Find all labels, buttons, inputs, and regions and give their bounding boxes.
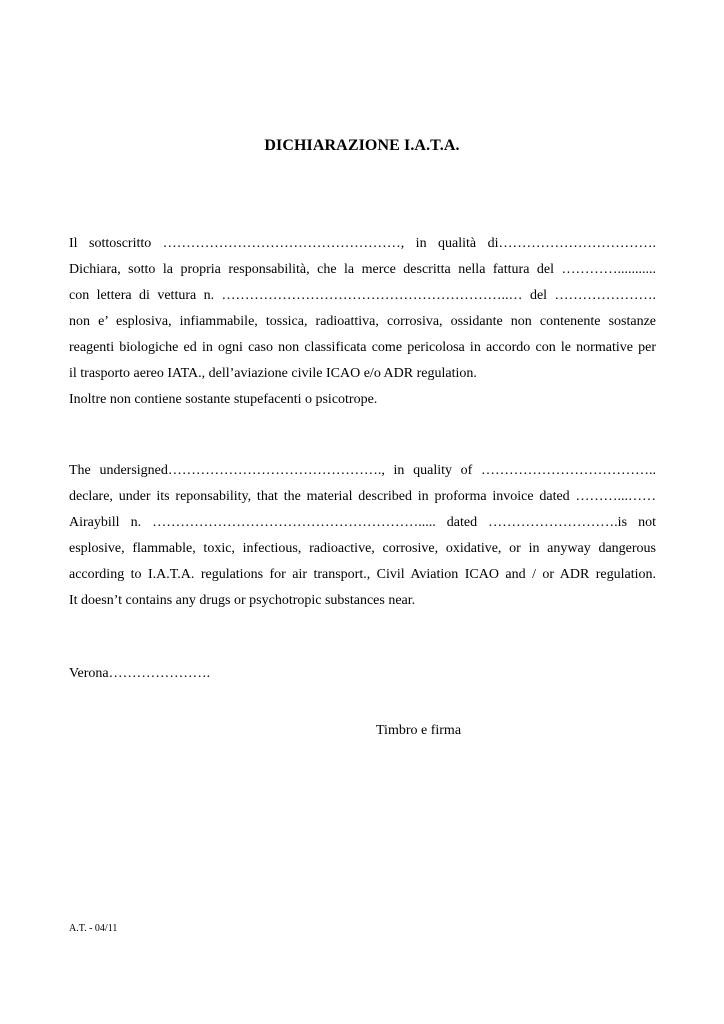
footer-code: A.T. - 04/11 <box>69 923 118 934</box>
english-line: according to I.A.T.A. regulations for air transport., Civil Aviation ICAO and / or ADR regulation. <box>69 567 656 582</box>
place-field: Verona…………………. <box>69 666 211 681</box>
italian-line: Inoltre non contiene sostante stupefacenti o psicotrope. <box>69 392 378 407</box>
italian-line: con lettera di vettura n. ……………………………………………………..… del …………………. <box>69 288 656 303</box>
italian-line: Dichiara, sotto la propria responsabilità, che la merce descritta nella fattura del …………........... <box>69 262 656 277</box>
italian-line: il trasporto aereo IATA., dell’aviazione civile ICAO e/o ADR regulation. <box>69 366 477 381</box>
italian-line: non e’ esplosiva, infiammabile, tossica, radioattiva, corrosiva, ossidante non contenente sostanze <box>69 314 656 329</box>
english-line: The undersigned………………………………………., in quality of ……………………………….. <box>69 463 656 478</box>
italian-line: Il sottoscritto ……………………………………………, in qualità di……………………………. <box>69 236 656 251</box>
english-declaration <box>69 458 656 614</box>
italian-line: reagenti biologiche ed in ogni caso non classificata come pericolosa in accordo con le normative per <box>69 340 656 355</box>
english-line: It doesn’t contains any drugs or psychotropic substances near. <box>69 593 416 608</box>
english-line: Airaybill n. …………………………………………………..... dated ……………………….is not <box>69 515 656 530</box>
english-line: esplosive, flammable, toxic, infectious, radioactive, corrosive, oxidative, or in anyway dangerous <box>69 541 656 556</box>
document-title: DICHIARAZIONE I.A.T.A. <box>264 137 460 154</box>
italian-declaration <box>69 231 656 413</box>
signature-label: Timbro e firma <box>376 723 462 738</box>
english-line: declare, under its reponsability, that the material described in proforma invoice dated ………...…… <box>69 489 656 504</box>
